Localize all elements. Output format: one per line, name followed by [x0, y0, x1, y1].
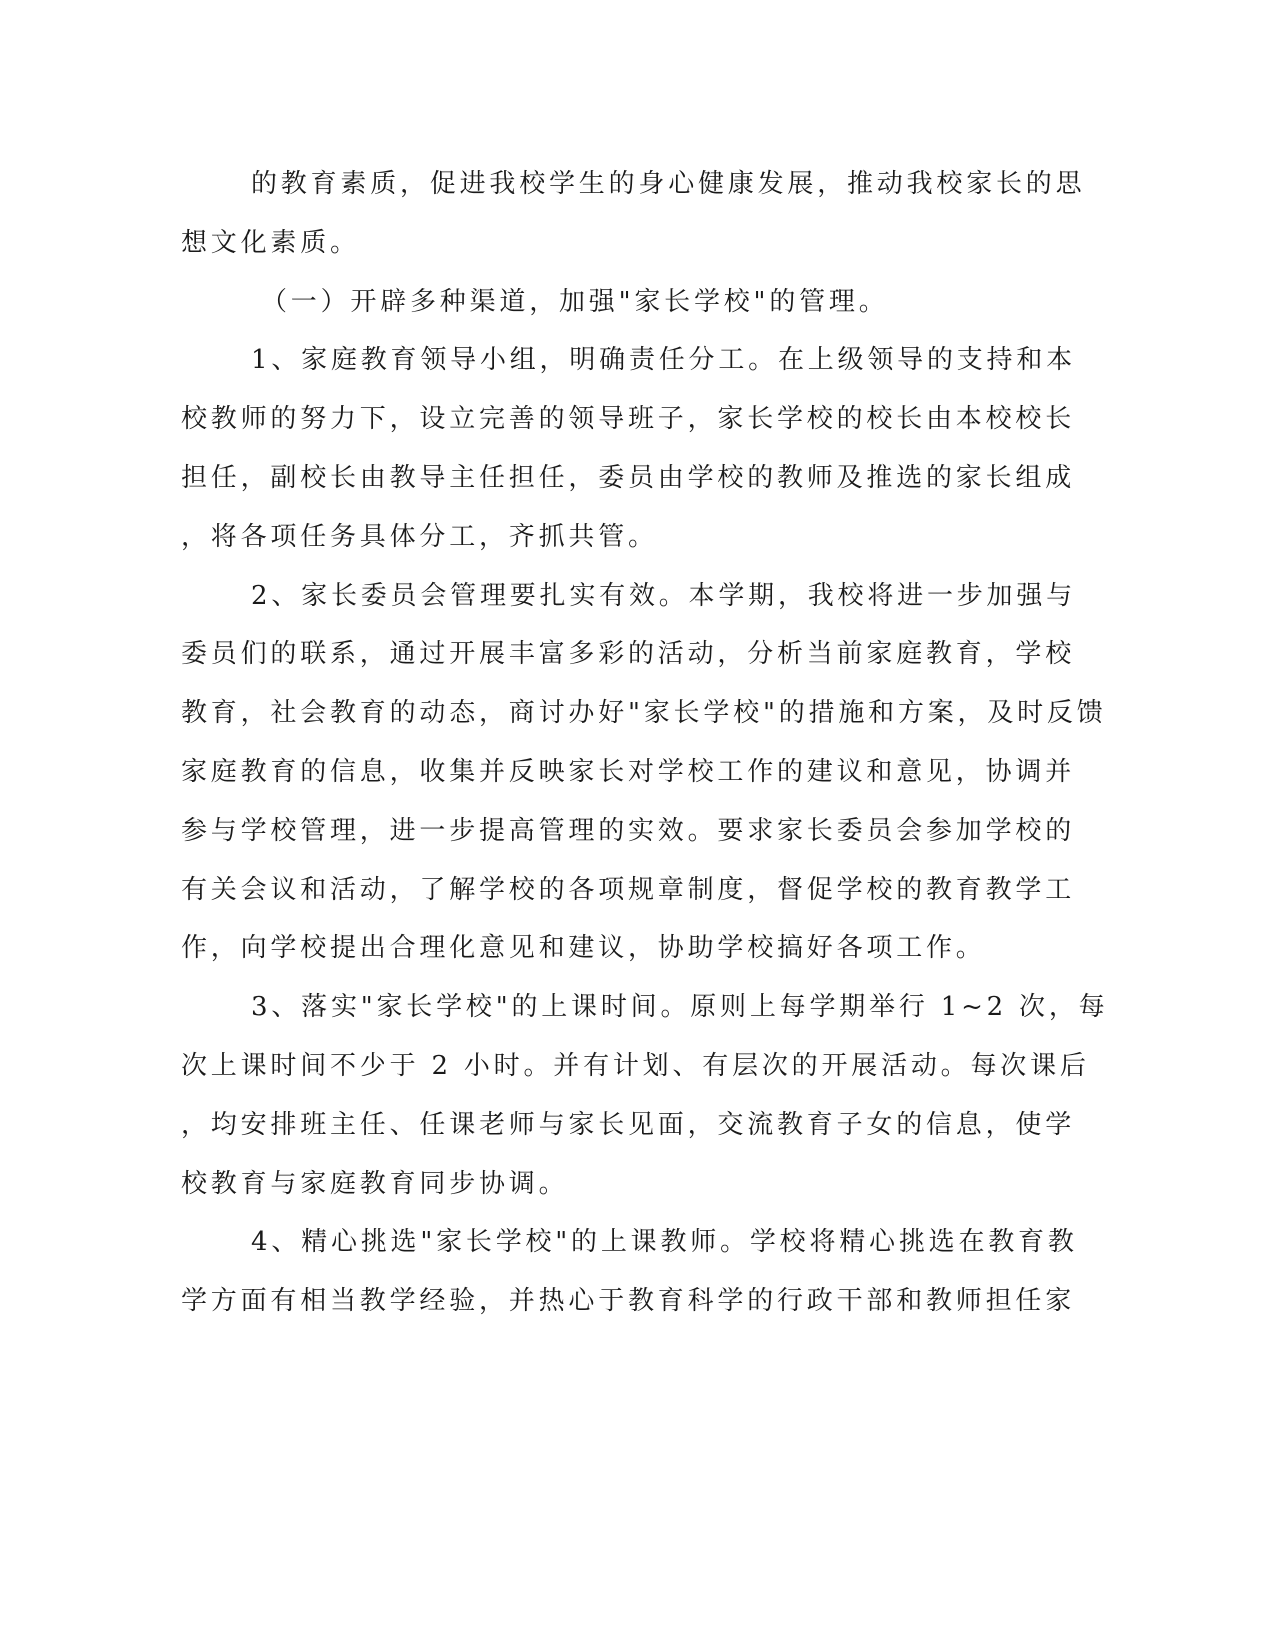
- text-line: 委员们的联系，通过开展丰富多彩的活动，分析当前家庭教育，学校: [181, 639, 1076, 670]
- text-line: ，将各项任务具体分工，齐抓共管。: [181, 521, 658, 552]
- text-line: 校教育与家庭教育同步协调。: [181, 1168, 569, 1199]
- text-line: 校教师的努力下，设立完善的领导班子，家长学校的校长由本校校长: [181, 404, 1076, 435]
- text-line: 2、家长委员会管理要扎实有效。本学期，我校将进一步加强与: [251, 580, 1076, 611]
- text-line: 作，向学校提出合理化意见和建议，协助学校搞好各项工作。: [181, 933, 986, 964]
- text-line: ，均安排班主任、任课老师与家长见面，交流教育子女的信息，使学: [181, 1109, 1076, 1140]
- text-line: 1、家庭教育领导小组，明确责任分工。在上级领导的支持和本: [251, 345, 1076, 376]
- text-line: 学方面有相当教学经验，并热心于教育科学的行政干部和教师担任家: [181, 1286, 1076, 1317]
- text-line: 教育，社会教育的动态，商讨办好"家长学校"的措施和方案，及时反馈: [181, 698, 1107, 729]
- body-text: [181, 155, 1109, 1331]
- text-line: 3、落实"家长学校"的上课时间。原则上每学期举行 1~2 次，每: [251, 992, 1109, 1023]
- section-heading: （一）开辟多种渠道，加强"家长学校"的管理。: [261, 286, 889, 317]
- text-line: 4、精心挑选"家长学校"的上课教师。学校将精心挑选在教育教: [251, 1227, 1078, 1258]
- text-line: 有关会议和活动，了解学校的各项规章制度，督促学校的教育教学工: [181, 874, 1076, 905]
- text-line: 家庭教育的信息，收集并反映家长对学校工作的建议和意见，协调并: [181, 756, 1076, 787]
- text-line: 次上课时间不少于 2 小时。并有计划、有层次的开展活动。每次课后: [181, 1050, 1090, 1081]
- text-line: 想文化素质。: [181, 227, 360, 258]
- text-line: 参与学校管理，进一步提高管理的实效。要求家长委员会参加学校的: [181, 815, 1076, 846]
- text-line: 的教育素质，促进我校学生的身心健康发展，推动我校家长的思: [251, 169, 1086, 199]
- text-line: 担任，副校长由教导主任担任，委员由学校的教师及推选的家长组成: [181, 462, 1076, 493]
